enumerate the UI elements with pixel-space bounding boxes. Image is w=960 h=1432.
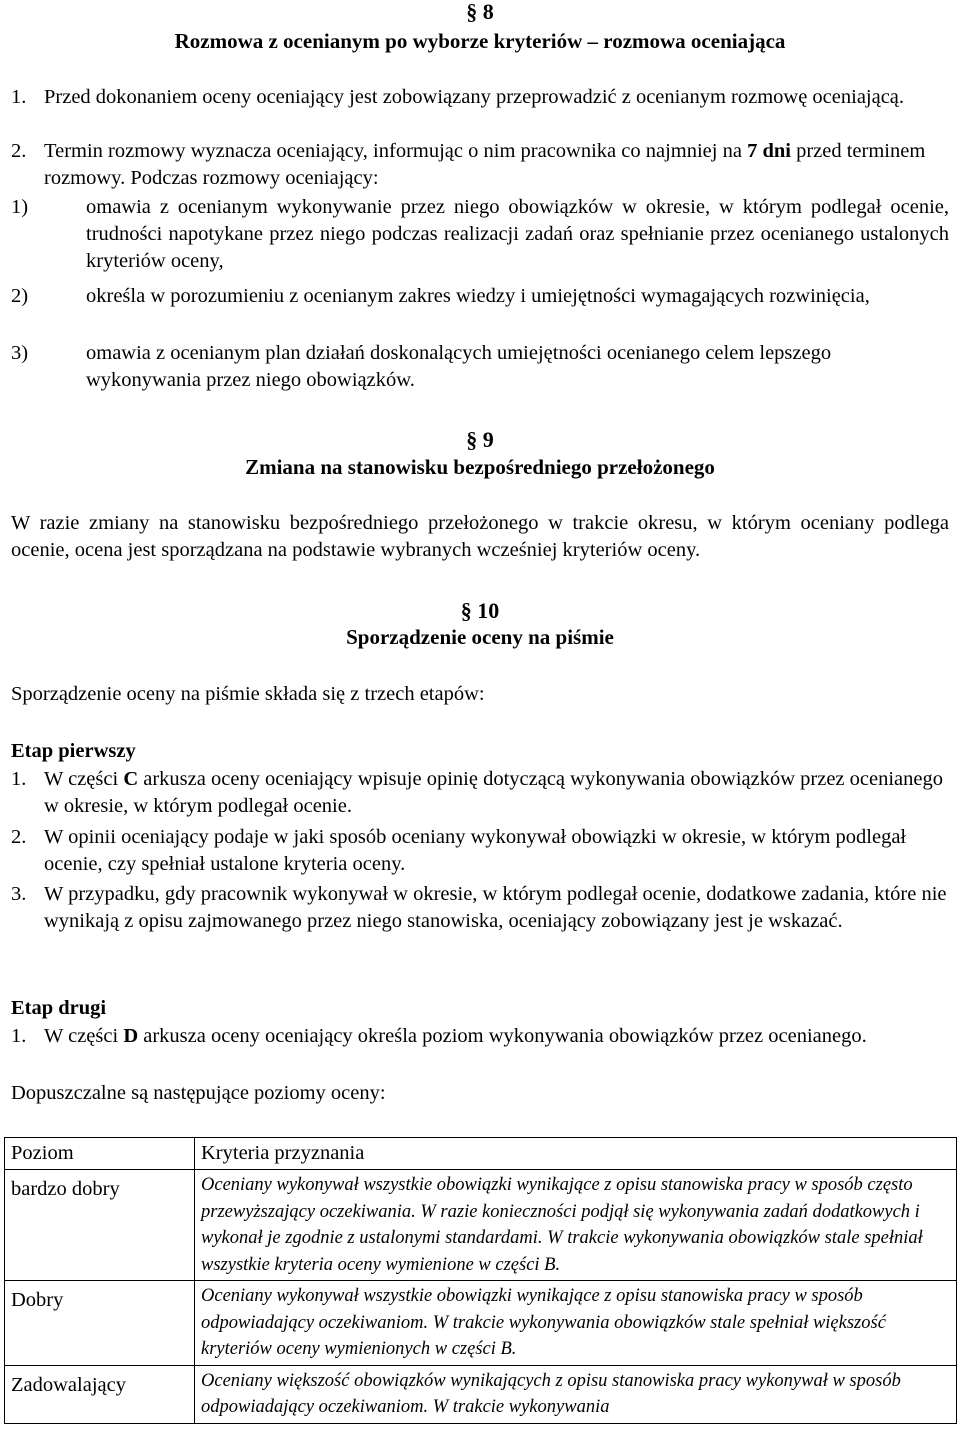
stage-1-heading: Etap pierwszy: [11, 740, 136, 762]
subitem-text: określa w porozumieniu z ocenianym zakres wiedzy i umiejętności wymagających rozwinięcia,: [86, 285, 870, 307]
stage-item-pre: W części: [44, 768, 119, 790]
item-text: Przed dokonaniem oceny oceniający jest zobowiązany przeprowadzić z ocenianym rozmowę oceniającą.: [44, 86, 905, 108]
subitem-number: 3): [11, 342, 29, 364]
section-10-number: § 10: [460, 598, 500, 623]
levels-intro: Dopuszczalne są następujące poziomy oceny:: [11, 1082, 386, 1104]
stage-item-text: [44, 1023, 949, 1050]
part-letter: D: [123, 1025, 139, 1047]
subitem-text: omawia z ocenianym plan działań doskonalących umiejętności ocenianego celem lepszego wykonywania przez niego obowiązków.: [86, 342, 832, 391]
section-9-title: Zmiana na stanowisku bezpośredniego przełożonego: [245, 455, 715, 479]
item-text-b: przed terminem rozmowy. Podczas rozmowy oceniający:: [44, 140, 926, 189]
stage-item-number: 2.: [11, 826, 27, 848]
level-criteria: Oceniany większość obowiązków wynikających z opisu stanowiska pracy wykonywał w sposób odpowiadający oczekiwaniom. W trakcie wykonywania: [195, 1365, 957, 1423]
stage-item-number: 1.: [11, 1025, 27, 1047]
table-row: [5, 1365, 957, 1423]
table-header-cell: Poziom: [5, 1138, 195, 1170]
section-9-body: W razie zmiany na stanowisku bezpośredniego przełożonego w trakcie okresu, w którym oceniany podlega ocenie, ocena jest sporządzana na podstawie wybranych wcześniej kryteriów oceny.: [11, 512, 949, 561]
level-criteria: Oceniany wykonywał wszystkie obowiązki wynikające z opisu stanowiska pracy w sposób odpowiadający oczekiwaniom. W trakcie wykonywania obowiązków stale spełniał większość kryteriów oceny wymienionych w części B.: [195, 1281, 957, 1366]
stage-item-number: 1.: [11, 768, 27, 790]
stage-2-heading: Etap drugi: [11, 997, 107, 1019]
item-number: 1.: [11, 86, 27, 108]
subitem-number: 2): [11, 285, 29, 307]
rating-levels-table: [4, 1137, 957, 1424]
table-row: [5, 1170, 957, 1281]
level-name: Zadowalający: [5, 1365, 195, 1423]
level-criteria: Oceniany wykonywał wszystkie obowiązki wynikające z opisu stanowiska pracy w sposób często przewyższający oczekiwania. W razie konieczności podjął się wykonywania zadań dodatkowych i wykonał je zgodnie z ustalonymi standardami. W trakcie wykonywania obowiązków stale spełniał wszystkie kryteria oceny wymienione w części B.: [195, 1170, 957, 1281]
section-10-intro: Sporządzenie oceny na piśmie składa się z trzech etapów:: [11, 683, 485, 705]
stage-item-text: W opinii oceniający podaje w jaki sposób oceniany wykonywał obowiązki w okresie, w którym podlegał ocenie, czy spełniał ustalone kryteria oceny.: [44, 826, 907, 875]
stage-item-post: arkusza oceny oceniający wpisuje opinię dotyczącą wykonywania obowiązków przez ocenianego w okresie, w którym podlegał ocenie.: [44, 768, 943, 817]
section-10-title: Sporządzenie oceny na piśmie: [346, 625, 614, 649]
stage-item-number: 3.: [11, 883, 27, 905]
level-name: Dobry: [5, 1281, 195, 1366]
section-9-number: § 9: [466, 427, 494, 452]
item-text-a: Termin rozmowy wyznacza oceniający, informując o nim pracownika co najmniej na: [44, 140, 742, 162]
deadline-bold: 7 dni: [747, 140, 791, 162]
table-header-cell: Kryteria przyznania: [195, 1138, 957, 1170]
level-name: bardzo dobry: [5, 1170, 195, 1281]
stage-item-text: [44, 766, 949, 820]
table-row: [5, 1281, 957, 1366]
item-text: [44, 138, 949, 192]
section-8-number: § 8: [466, 0, 494, 24]
subitem-text: omawia z ocenianym wykonywanie przez niego obowiązków w okresie, w którym podlegał ocenie, trudności napotykane przez niego podczas realizacji zadań oraz spełnianie przez ocenianego ustalonych kryteriów oceny,: [86, 196, 949, 272]
stage-item-pre: W części: [44, 1025, 119, 1047]
subitem-number: 1): [11, 196, 29, 218]
stage-item-text: W przypadku, gdy pracownik wykonywał w okresie, w którym podlegał ocenie, dodatkowe zadania, które nie wynikają z opisu zajmowanego przez niego stanowiska, oceniający zobowiązany jest je wskazać.: [44, 883, 947, 932]
part-letter: C: [123, 768, 139, 790]
item-number: 2.: [11, 140, 27, 162]
section-8-title: Rozmowa z ocenianym po wyborze kryteriów – rozmowa oceniająca: [174, 29, 786, 53]
table-header-row: [5, 1138, 957, 1170]
stage-item-post: arkusza oceny oceniający określa poziom wykonywania obowiązków przez ocenianego.: [143, 1025, 867, 1047]
